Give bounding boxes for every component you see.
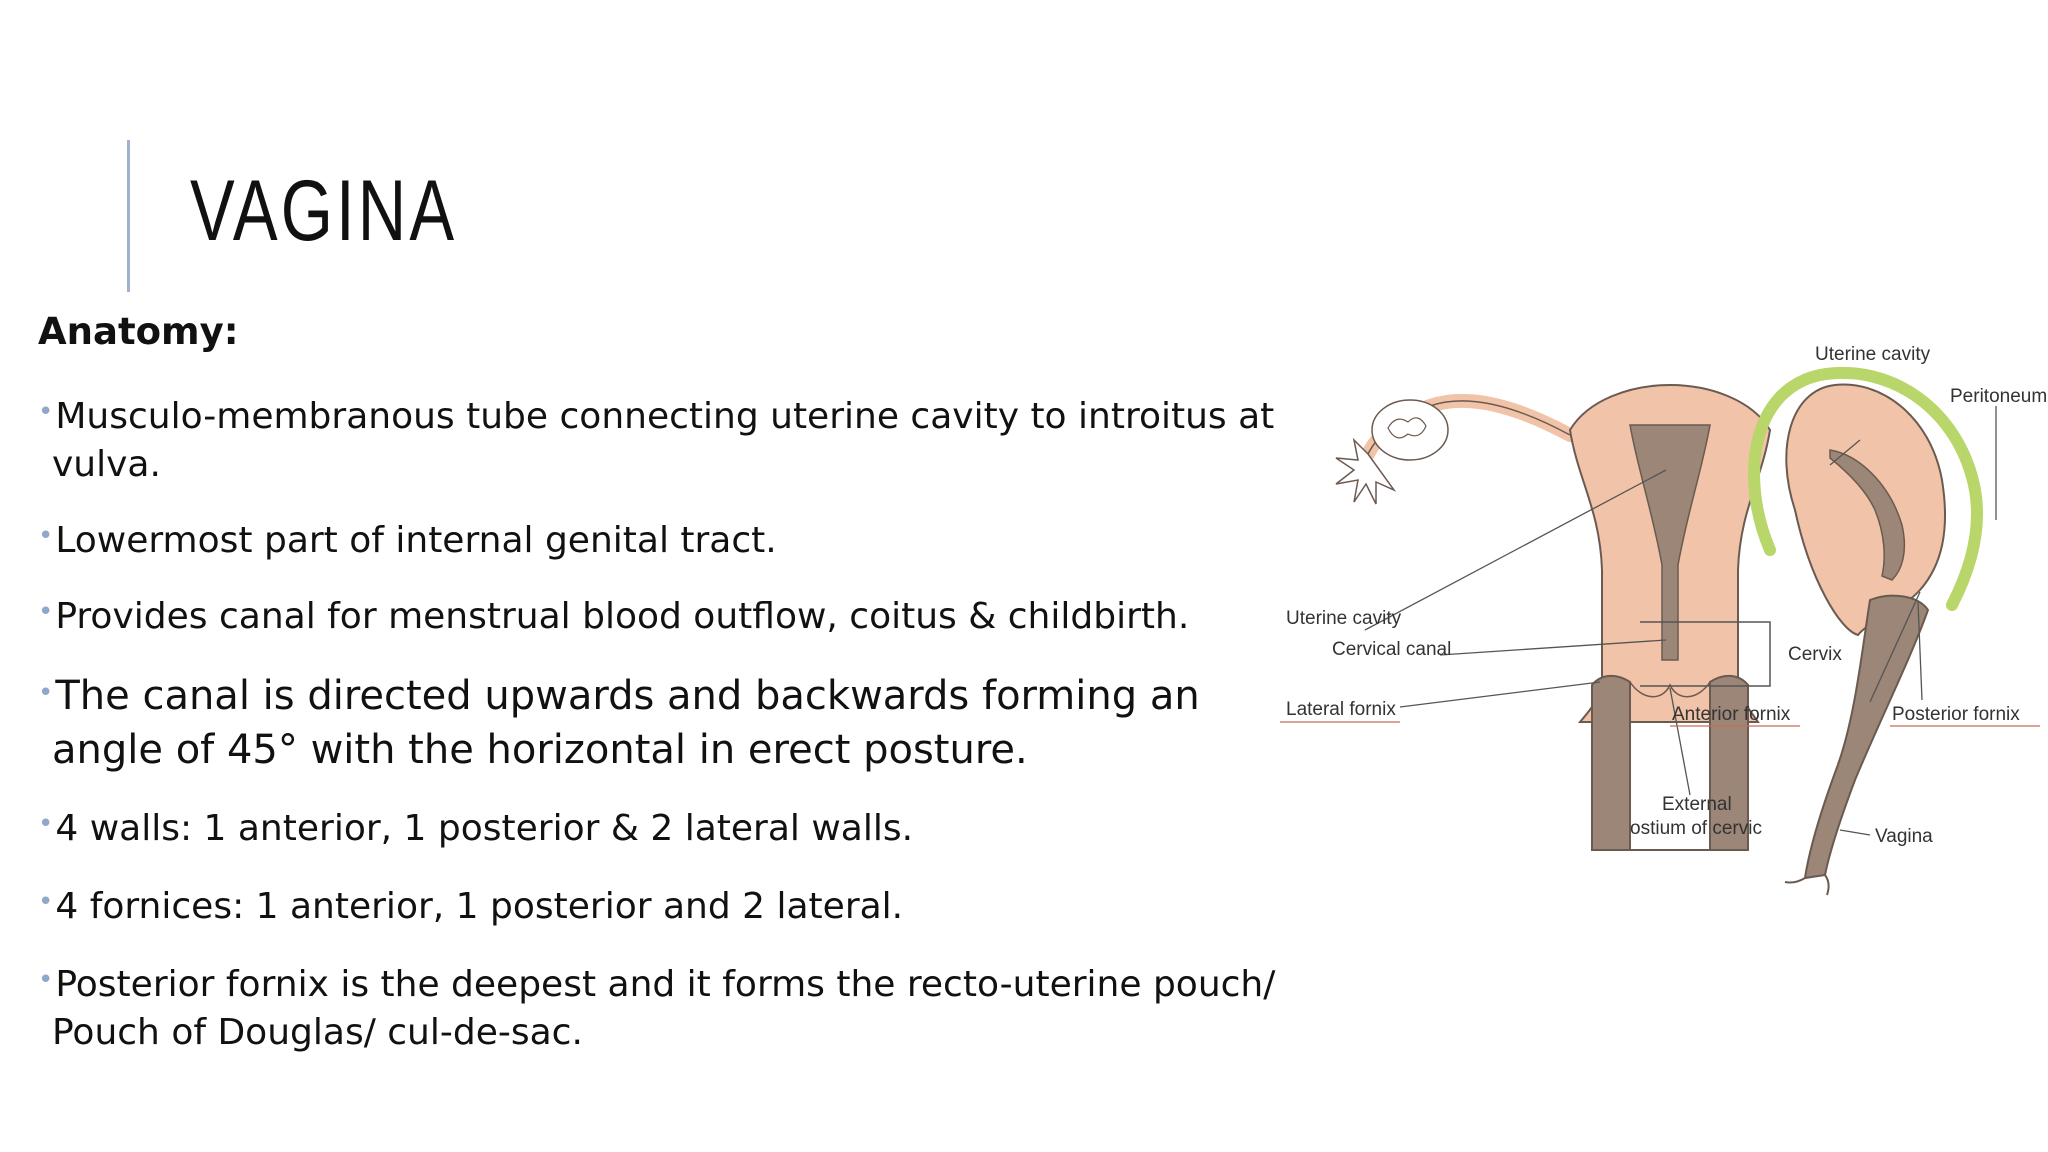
label-front-uterine-cavity: Uterine cavity — [1286, 608, 1402, 629]
bullet-dot-icon: • — [38, 521, 54, 551]
bullet-text: 4 fornices: 1 anterior, 1 posterior and 2 lateral. — [55, 886, 904, 927]
label-vagina: Vagina — [1875, 826, 1933, 847]
label-external-os-2: ostium of cervic — [1630, 818, 1762, 839]
bullet-dot-icon: • — [38, 597, 54, 627]
bullet-text: Provides canal for menstrual blood outflow, coitus & childbirth. — [55, 596, 1190, 637]
bullet-item — [38, 878, 1292, 931]
label-lateral-fornix: Lateral fornix — [1286, 699, 1396, 720]
label-anterior-fornix: Anterior fornix — [1672, 704, 1791, 725]
section-heading: Anatomy: — [38, 310, 239, 353]
label-peritoneum: Peritoneum — [1950, 386, 2048, 407]
leader-line — [1400, 682, 1600, 707]
bullet-item — [38, 956, 1292, 1057]
bullet-dot-icon: • — [38, 887, 54, 917]
uterus-vagina-diagram — [1270, 330, 2048, 910]
bullet-item — [38, 588, 1292, 641]
bullet-text: 4 walls: 1 anterior, 1 posterior & 2 lateral walls. — [55, 808, 914, 849]
uterus-sagittal — [1786, 385, 1945, 635]
bullet-text: Posterior fornix is the deepest and it forms the recto-uterine pouch/ Pouch of Douglas/ cul-de-sac. — [52, 964, 1276, 1053]
label-posterior-fornix: Posterior fornix — [1892, 704, 2020, 725]
label-external-os-1: External — [1662, 794, 1732, 815]
ovary — [1372, 400, 1448, 460]
label-side-uterine-cavity: Uterine cavity — [1815, 344, 1931, 365]
leader-line — [1840, 830, 1870, 835]
bullet-text: Musculo-membranous tube connecting uterine cavity to introitus at vulva. — [52, 396, 1275, 485]
bullet-dot-icon: • — [38, 397, 54, 427]
bullet-dot-icon: • — [38, 809, 54, 839]
bullet-dot-icon: • — [38, 678, 54, 708]
bullet-item — [38, 666, 1292, 777]
label-cervix: Cervix — [1788, 644, 1842, 665]
title-accent-line — [127, 140, 130, 292]
bullet-item — [38, 800, 1292, 853]
label-cervical-canal: Cervical canal — [1332, 639, 1452, 660]
bullet-item — [38, 388, 1292, 489]
bullet-dot-icon: • — [38, 965, 54, 995]
bullet-text: The canal is directed upwards and backwards forming an angle of 45° with the horizontal in erect posture. — [52, 673, 1200, 773]
slide-title: VAGINA — [190, 163, 458, 259]
bullet-text: Lowermost part of internal genital tract. — [55, 520, 777, 561]
bullet-item — [38, 512, 1292, 565]
